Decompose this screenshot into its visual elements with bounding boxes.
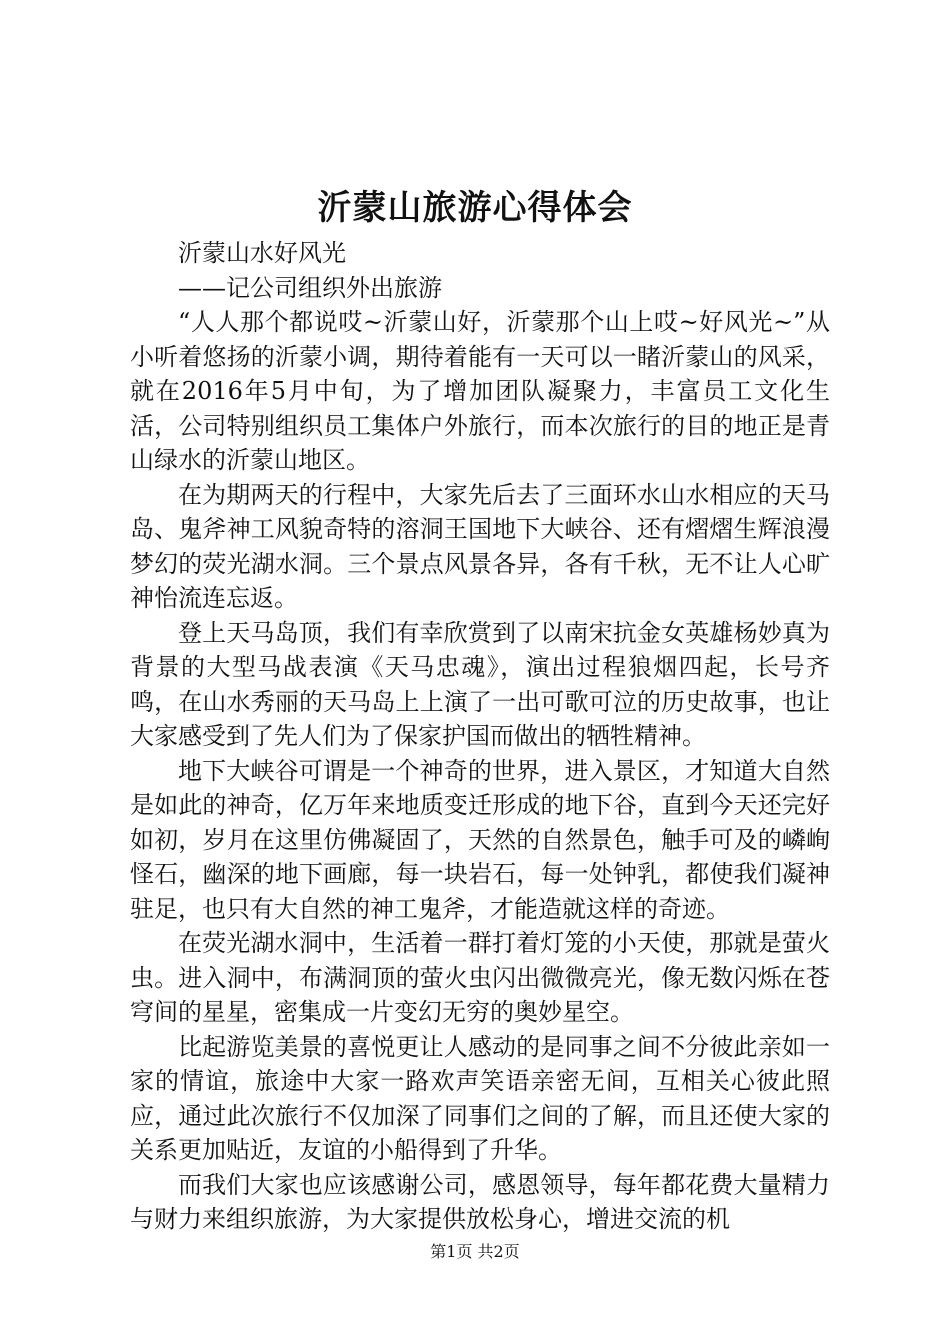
document-title: 沂蒙山旅游心得体会	[317, 188, 633, 228]
subtitle-line: 沂蒙山水好风光	[178, 239, 346, 267]
body-paragraph: 而我们大家也应该感谢公司，感恩领导，每年都花费大量精力与财力来组织旅游，为大家提供放松身心，增进交流的机	[130, 1170, 830, 1233]
body-paragraph: 比起游览美景的喜悦更让人感动的是同事之间不分彼此亲如一家的情谊，旅途中大家一路欢声笑语亲密无间，互相关心彼此照应，通过此次旅行不仅加深了同事们之间的了解，而且还使大家的关系更加贴近，友谊的小船得到了升华。	[130, 1032, 830, 1164]
body-paragraph: 在荧光湖水洞中，生活着一群打着灯笼的小天使，那就是萤火虫。进入洞中，布满洞顶的萤火虫闪出微微亮光，像无数闪烁在苍穹间的星星，密集成一片变幻无穷的奥妙星空。	[130, 929, 830, 1026]
page-number-footer: 第1页 共2页	[430, 1242, 520, 1261]
subtitle-line: ——记公司组织外出旅游	[178, 273, 442, 302]
document-body	[130, 236, 830, 1237]
body-paragraph: 地下大峡谷可谓是一个神奇的世界，进入景区，才知道大自然是如此的神奇，亿万年来地质变迁形成的地下谷，直到今天还完好如初，岁月在这里仿佛凝固了，天然的自然景色，触手可及的嶙峋怪石，幽深的地下画廊，每一块岩石，每一处钟乳，都使我们凝神驻足，也只有大自然的神工鬼斧，才能造就这样的奇迹。	[130, 756, 830, 923]
body-paragraph: 登上天马岛顶，我们有幸欣赏到了以南宋抗金女英雄杨妙真为背景的大型马战表演《天马忠魂》，演出过程狼烟四起，长号齐鸣，在山水秀丽的天马岛上上演了一出可歌可泣的历史故事，也让大家感受到了先人们为了保家护国而做出的牺牲精神。	[130, 618, 830, 750]
body-paragraph: “人人那个都说哎~沂蒙山好，沂蒙那个山上哎~好风光~”从小听着悠扬的沂蒙小调，期待着能有一天可以一睹沂蒙山的风采，就在2016年5月中旬，为了增加团队凝聚力，丰富员工文化生活，公司特别组织员工集体户外旅行，而本次旅行的目的地正是青山绿水的沂蒙山地区。	[130, 308, 830, 474]
body-paragraph: 在为期两天的行程中，大家先后去了三面环水山水相应的天马岛、鬼斧神工风貌奇特的溶洞王国地下大峡谷、还有熠熠生辉浪漫梦幻的荧光湖水洞。三个景点风景各异，各有千秋，无不让人心旷神怡流连忘返。	[130, 480, 830, 612]
